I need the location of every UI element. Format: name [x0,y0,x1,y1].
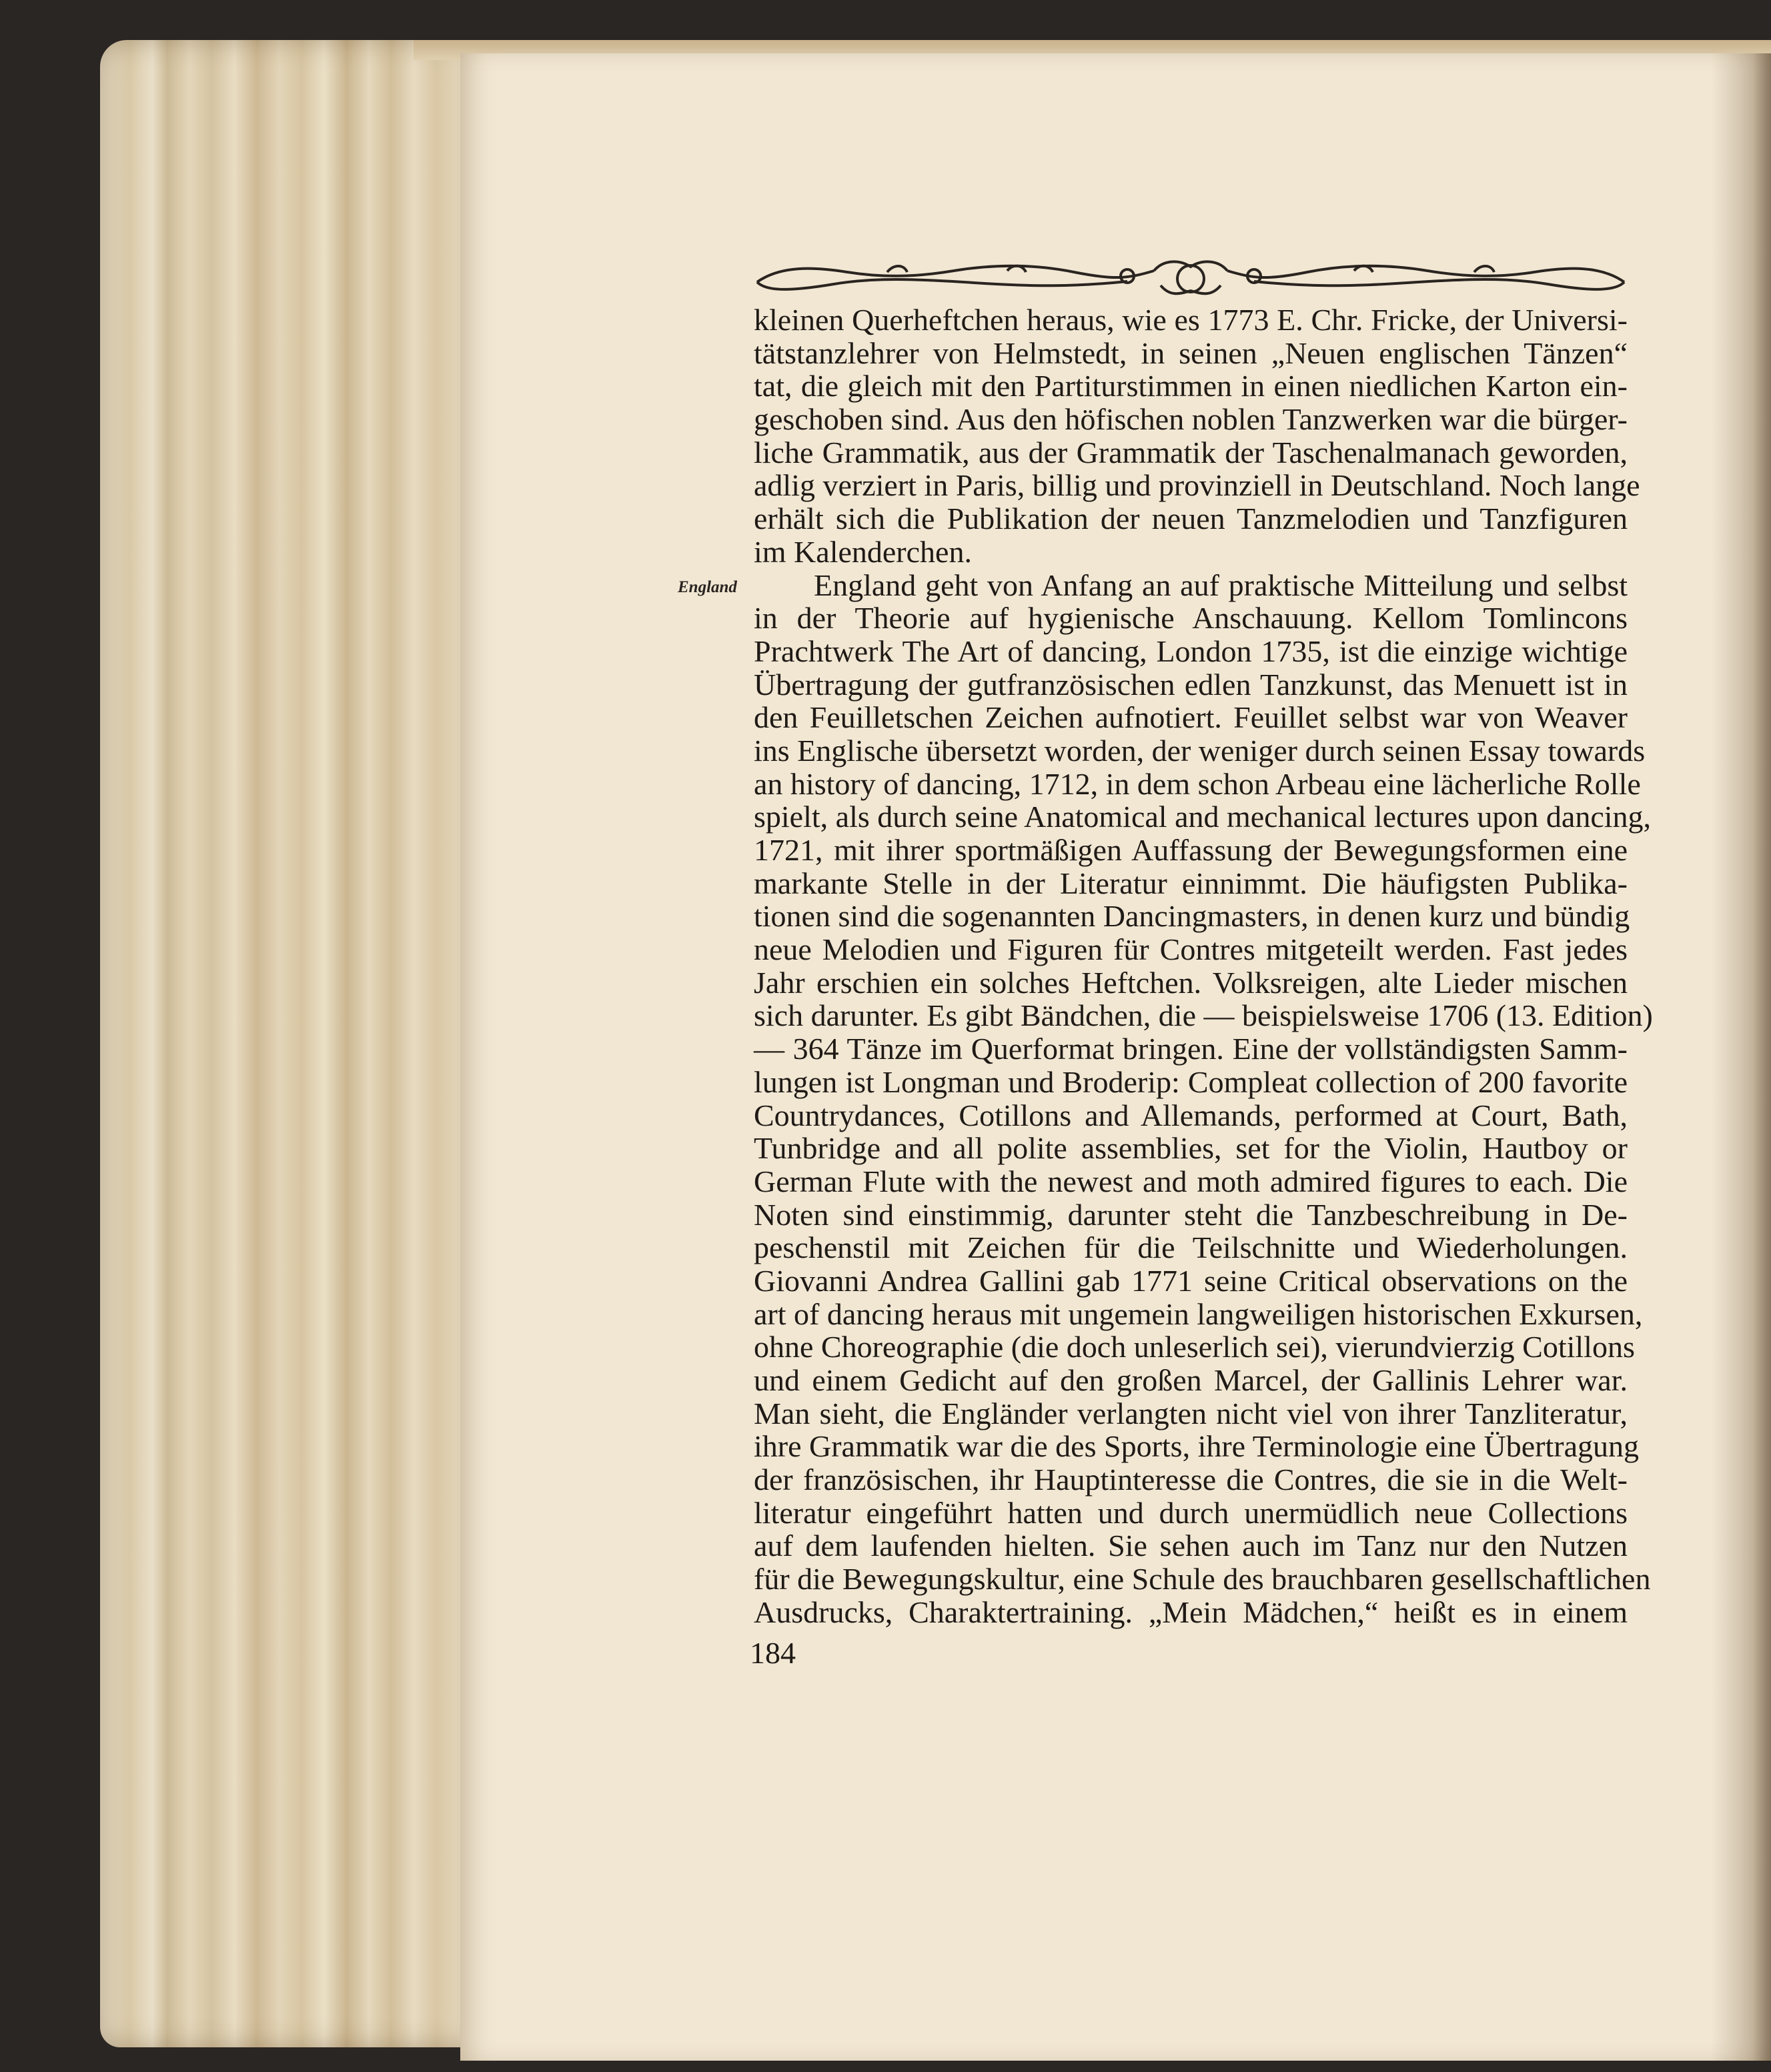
text-line: 1721, mit ihrer sportmäßigen Auffassung der Bewegungsformen eine [754,833,1628,867]
ornament-icon [754,252,1628,305]
text-line: spielt, als durch seine Anatomical and mechanical lectures upon dancing, [754,800,1652,834]
text-line: Übertragung der gutfranzösischen edlen Tanzkunst, das Menuett ist in [754,667,1628,702]
text-line: Ausdrucks, Charaktertraining. „Mein Mädchen,“ heißt es in einem [754,1595,1628,1629]
text-line: German Flute with the newest and moth admired figures to each. Die [754,1164,1628,1198]
text-line: ohne Choreographie (die doch unleserlich sei), vierundvierzig Cotillons [754,1330,1635,1364]
text-line: Man sieht, die Engländer verlangten nicht viel von ihrer Tanzliteratur, [754,1396,1628,1430]
text-line: erhält sich die Publikation der neuen Tanzmelodien und Tanzfiguren [754,501,1628,536]
page-number: 184 [750,1636,796,1670]
gutter-shadow [1711,53,1771,2061]
text-line: sich darunter. Es gibt Bändchen, die — beispielsweise 1706 (13. Edition) [754,998,1653,1033]
text-line: geschoben sind. Aus den höfischen noblen Tanzwerken war die bürger- [754,402,1628,437]
text-line: literatur eingeführt hatten und durch unermüdlich neue Collections [754,1495,1628,1530]
text-line: Tunbridge and all polite assemblies, set for the Violin, Hautboy or [754,1131,1628,1166]
body-text [754,303,1653,1629]
text-line: Giovanni Andrea Gallini gab 1771 seine Critical observations on the [754,1263,1628,1298]
text-line: England geht von Anfang an auf praktische Mitteilung und selbst [814,568,1628,602]
text-line: im Kalenderchen. [754,534,972,569]
margin-note: England [678,578,737,596]
text-line: liche Grammatik, aus der Grammatik der Taschenalmanach geworden, [754,435,1628,469]
text-line: an history of dancing, 1712, in dem schon Arbeau eine lächerliche Rolle [754,766,1641,801]
text-line: ins Englische übersetzt worden, der weniger durch seinen Essay towards [754,733,1646,768]
text-line: Noten sind einstimmig, darunter steht die Tanzbeschreibung in De- [754,1197,1628,1232]
text-line: ihre Grammatik war die des Sports, ihre Terminologie eine Übertragung [754,1429,1639,1464]
text-line: art of dancing heraus mit ungemein langweiligen historischen Exkursen, [754,1296,1643,1331]
text-line: Jahr erschien ein solches Heftchen. Volksreigen, alte Lieder mischen [754,965,1628,1000]
text-line: tätstanzlehrer von Helmstedt, in seinen „Neuen englischen Tänzen“ [754,335,1628,370]
text-line: — 364 Tänze im Querformat bringen. Eine der vollständigsten Samm- [754,1032,1628,1066]
text-line: den Feuilletschen Zeichen aufnotiert. Feuillet selbst war von Weaver [754,700,1628,735]
text-line: lungen ist Longman und Broderip: Compleat collection of 200 favorite [754,1064,1628,1099]
text-line: tat, die gleich mit den Partiturstimmen in einen niedlichen Karton ein- [754,369,1628,403]
text-line: kleinen Querheftchen heraus, wie es 1773 E. Chr. Fricke, der Universi- [754,303,1628,337]
text-line: peschenstil mit Zeichen für die Teilschnitte und Wiederholungen. [754,1230,1628,1265]
text-line: Countrydances, Cotillons and Allemands, performed at Court, Bath, [754,1098,1628,1132]
text-line: auf dem laufenden hielten. Sie sehen auch im Tanz nur den Nutzen [754,1528,1628,1563]
text-line: adlig verziert in Paris, billig und provinziell in Deutschland. Noch lange [754,468,1640,503]
text-line: für die Bewegungskultur, eine Schule des brauchbaren gesellschaftlichen [754,1562,1651,1597]
text-line: und einem Gedicht auf den großen Marcel, der Gallinis Lehrer war. [754,1363,1628,1397]
page-edges [100,40,474,2047]
text-line: markante Stelle in der Literatur einnimmt. Die häufigsten Publika- [754,866,1628,900]
text-line: tionen sind die sogenannten Dancingmasters, in denen kurz und bündig [754,899,1630,934]
text-line: der französischen, ihr Hauptinteresse die Contres, die sie in die Welt- [754,1462,1628,1497]
text-line: neue Melodien und Figuren für Contres mitgeteilt werden. Fast jedes [754,932,1628,967]
text-line: Prachtwerk The Art of dancing, London 1735, ist die einzige wichtige [754,634,1628,668]
text-line: in der Theorie auf hygienische Anschauung. Kellom Tomlincons [754,601,1628,636]
